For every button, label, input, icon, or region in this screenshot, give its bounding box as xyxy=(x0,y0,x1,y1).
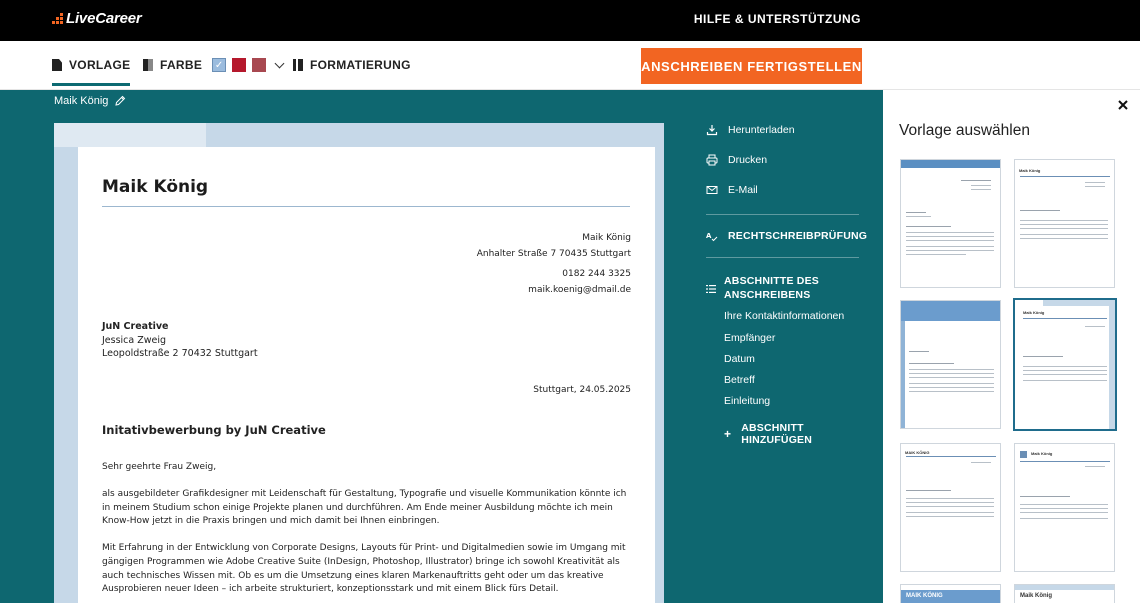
active-tab-indicator xyxy=(52,83,130,86)
close-icon[interactable] xyxy=(1116,98,1130,112)
print-label: Drucken xyxy=(728,154,768,166)
body-paragraph-2: Mit Erfahrung in der Entwicklung von Corporate Designs, Layouts für Print- und Digitalmedien sowie im Umgang mit gängigen Programmen wie Adobe Creative Suite (InDesign, Photoshop, Illustrator) bringe ich sowohl Kreativität als auch technisches Wissen mit. Ob es um die Umsetzung eines klaren Markenauftritts geht oder um das kreative Ausprobieren neuer Ideen – ich arbeite strukturiert, konzeptionsstark und mit einem Blick fürs Detail. xyxy=(102,543,626,595)
tab-formatierung-label: FORMATIERUNG xyxy=(310,58,411,72)
tab-vorlage-label: VORLAGE xyxy=(69,58,131,72)
add-section-label: ABSCHNITT HINZUFÜGEN xyxy=(741,422,813,446)
download-icon xyxy=(706,124,718,136)
template-thumbnail[interactable] xyxy=(1014,159,1115,288)
document-title-text: Maik König xyxy=(54,95,109,107)
document-icon xyxy=(52,59,62,71)
add-section-button[interactable] xyxy=(724,422,860,446)
pencil-icon[interactable] xyxy=(114,95,126,107)
thumbnail-name: MAIK KÖNIG xyxy=(901,590,1000,603)
thumbnail-name: Maik König xyxy=(1023,310,1045,315)
thumbnail-name: Maik König xyxy=(1019,168,1041,173)
spellcheck-icon xyxy=(706,230,718,242)
color-fill-icon xyxy=(143,59,153,71)
template-thumbnail[interactable] xyxy=(1014,443,1115,572)
spellcheck-label: RECHTSCHREIBPRÜFUNG xyxy=(728,230,868,242)
formatting-icon xyxy=(293,59,303,71)
heading-divider xyxy=(102,206,630,207)
salutation: Sehr geehrte Frau Zweig, xyxy=(102,462,217,472)
download-label: Herunterladen xyxy=(728,124,795,136)
email-action[interactable] xyxy=(706,184,758,196)
livecareer-logo[interactable] xyxy=(52,10,142,27)
logo-icon xyxy=(52,13,63,24)
template-panel xyxy=(883,90,1140,603)
tab-formatierung[interactable] xyxy=(293,58,411,72)
template-thumbnail-selected[interactable] xyxy=(1013,298,1117,431)
printer-icon xyxy=(706,154,718,166)
color-swatch-rose[interactable] xyxy=(252,58,266,72)
panel-title: Vorlage auswählen xyxy=(899,122,1030,139)
section-item-recipient[interactable]: Empfänger xyxy=(724,332,776,344)
recipient-person: Jessica Zweig xyxy=(102,334,167,346)
mail-icon xyxy=(706,184,718,196)
finish-cover-letter-button[interactable]: ANSCHREIBEN FERTIGSTELLEN xyxy=(641,48,862,84)
color-swatch-red[interactable] xyxy=(232,58,246,72)
spellcheck-action[interactable] xyxy=(706,230,867,242)
color-swatch-blue[interactable] xyxy=(212,58,226,72)
sender-name: Maik König xyxy=(582,233,631,243)
top-bar xyxy=(0,0,1140,41)
help-link[interactable]: HILFE & UNTERSTÜTZUNG xyxy=(693,12,861,26)
section-item-contact[interactable]: Ihre Kontaktinformationen xyxy=(724,310,845,322)
letter-page xyxy=(78,147,655,603)
template-thumbnail[interactable] xyxy=(900,300,1001,429)
recipient-company: JuN Creative xyxy=(102,321,169,332)
tab-vorlage[interactable] xyxy=(52,58,130,72)
section-item-subject[interactable]: Betreff xyxy=(724,374,755,386)
svg-text:A: A xyxy=(706,232,712,240)
letter-body xyxy=(102,461,632,603)
template-thumbnail[interactable] xyxy=(900,584,1001,603)
check-icon: ✓ xyxy=(214,59,224,71)
template-thumbnail[interactable] xyxy=(1014,584,1115,603)
actions-divider xyxy=(706,214,859,215)
thumbnail-name: Maik König xyxy=(1031,451,1053,456)
letter-name-heading: Maik König xyxy=(102,177,209,197)
editor-toolbar xyxy=(0,41,1140,90)
recipient-address: Leopoldstraße 2 70432 Stuttgart xyxy=(102,348,258,359)
sender-address: Anhalter Straße 7 70435 Stuttgart xyxy=(476,248,631,259)
tab-farbe[interactable] xyxy=(143,58,283,72)
logo-text: LiveCareer xyxy=(66,10,142,27)
download-action[interactable] xyxy=(706,124,795,136)
plus-icon: + xyxy=(724,427,732,441)
section-item-intro[interactable]: Einleitung xyxy=(724,395,771,407)
sections-heading xyxy=(706,274,819,302)
body-paragraph-1: als ausgebildeter Grafikdesigner mit Leidenschaft für Gestaltung, Typografie und visuelle Kommunikation könnte ich in meinem Studium schon einige Projekte planen und durchführen. Am Ende meiner Ausbildung möchte ich mein Know-How jetzt in die Praxis bringen und mich damit bei Ihnen einbringen. xyxy=(102,489,627,527)
document-title[interactable] xyxy=(54,95,126,107)
thumbnail-name: MAIK KÖNIG xyxy=(905,450,930,455)
sender-phone: 0182 244 3325 xyxy=(562,269,631,279)
sender-block xyxy=(477,231,631,298)
editor-main xyxy=(0,90,883,603)
letter-preview[interactable] xyxy=(54,123,664,603)
list-icon xyxy=(706,276,716,302)
template-thumbnail[interactable] xyxy=(900,443,1001,572)
thumbnail-name: Maik König xyxy=(1015,585,1114,603)
recipient-block xyxy=(102,320,258,361)
letter-date: Stuttgart, 24.05.2025 xyxy=(533,385,631,395)
sender-email: maik.koenig@dmail.de xyxy=(528,284,631,295)
actions-divider xyxy=(706,257,859,258)
tab-farbe-label: FARBE xyxy=(160,58,203,72)
print-action[interactable] xyxy=(706,154,767,166)
sections-heading-line1: ABSCHNITTE DES xyxy=(724,275,819,287)
letter-subject: Initativbewerbung by JuN Creative xyxy=(102,423,326,437)
section-item-date[interactable]: Datum xyxy=(724,353,755,365)
chevron-down-icon[interactable] xyxy=(275,58,285,68)
template-thumbnail[interactable] xyxy=(900,159,1001,288)
sections-heading-line2: ANSCHREIBENS xyxy=(724,289,811,301)
email-label: E-Mail xyxy=(728,184,758,196)
